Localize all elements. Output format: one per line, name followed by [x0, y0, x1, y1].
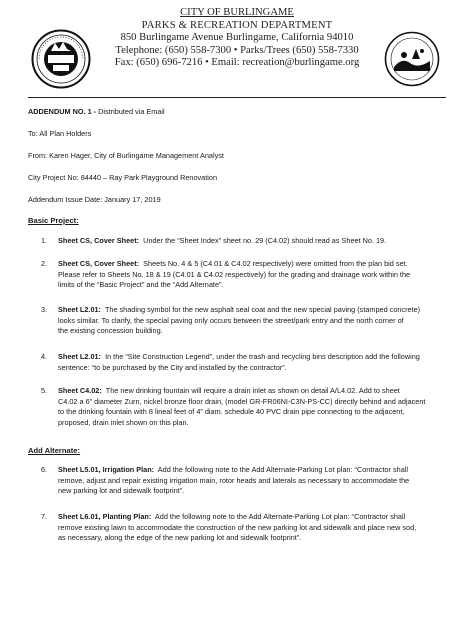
item-sheet-ref: Sheet L5.01, Irrigation Plan: — [58, 465, 155, 474]
item-number: 6. — [41, 465, 48, 474]
item-number: 4. — [41, 352, 48, 361]
item-line: Under the “Sheet Index” sheet no. 29 (C4.02) should read as Sheet No. 19. — [143, 236, 387, 245]
item-line: proposed, drain inlet shown on this plan. — [58, 417, 189, 427]
item-line: sentence: “to be purchased by the City and installed by the contractor”. — [58, 362, 287, 372]
item-line: remove existing lawn to accommodate the construction of the new parking lot and sidewalk and place new sod, — [58, 522, 417, 532]
item-sheet-ref: Sheet CS, Cover Sheet: — [58, 236, 140, 245]
item-line: Please refer to Sheets No. 18 & 19 (C4.01 & C4.02 respectively) for the grading and drainage work within the — [58, 269, 411, 279]
item-sheet-ref: Sheet L2.01: — [58, 305, 101, 314]
item-number: 5. — [41, 386, 48, 395]
item-line: remove, adjust and repair existing irrigation main, rotor heads and laterals as necessary to accommodate the — [58, 475, 410, 485]
item-line: to the drinking fountain with 8 lineal feet of 4” diam. schedule 40 PVC drain pipe connecting to the adjacent, — [58, 407, 405, 416]
item-line: In the “Site Construction Legend”, under the trash and recycling bins description add the following — [105, 352, 420, 361]
issue-date-line: Addendum Issue Date: January 17, 2019 — [28, 195, 161, 204]
item-sheet-ref: Sheet C4.02: — [58, 386, 102, 395]
letterhead-divider — [28, 97, 446, 98]
item-line: the existing concession building. — [58, 326, 163, 335]
telephone-line: Telephone: (650) 558-7300 • Parks/Trees (650) 558-7330 — [115, 44, 359, 56]
item-text — [58, 465, 446, 497]
item-text — [58, 259, 446, 291]
addendum-label: ADDENDUM NO. 1 - — [28, 107, 99, 116]
item-sheet-ref: Sheet CS, Cover Sheet: — [58, 259, 140, 268]
item-line: Add the following note to the Add Alternate-Parking Lot plan: “Contractor shall — [157, 465, 409, 474]
item-line: Sheets No. 4 & 5 (C4.01 & C4.02 respectively) were omitted from the plan bid set. — [143, 259, 408, 268]
item-line: The shading symbol for the new asphalt seal coat and the new special paving (stamped concrete) — [104, 305, 421, 314]
city-seal-logo — [31, 29, 91, 89]
item-line: as necessary, along the edge of the new parking lot and sidewalk footprint”. — [58, 533, 302, 542]
item-text — [58, 352, 446, 373]
city-name: CITY OF BURLINGAME — [180, 7, 294, 18]
addendum-note: Distributed via Email — [98, 107, 165, 116]
project-line: City Project No: 84440 – Ray Park Playground Renovation — [28, 173, 218, 182]
item-text — [58, 386, 446, 428]
item-sheet-ref: Sheet L6.01, Planting Plan: — [58, 512, 152, 521]
addendum-title-line — [28, 107, 165, 117]
item-number: 1. — [41, 236, 48, 245]
item-number: 7. — [41, 512, 48, 521]
fax-email-line: Fax: (650) 696-7216 • Email: recreation@burlingame.org — [114, 57, 360, 69]
item-number: 2. — [41, 259, 48, 268]
item-line: looks similar. To clarify, the special paving only occurs between the street/park entry and the north corner of — [58, 315, 404, 325]
item-line: limits of the “Basic Project” and the “Add Alternate”. — [58, 280, 224, 289]
from-line: From: Karen Hager, City of Burlingame Management Analyst — [28, 151, 224, 160]
item-line: new parking lot and sidewalk footprint”. — [58, 486, 185, 495]
parks-rec-logo — [384, 31, 440, 87]
item-number: 3. — [41, 305, 48, 314]
department-name: PARKS & RECREATION DEPARTMENT — [141, 19, 333, 31]
item-text — [58, 236, 446, 247]
item-sheet-ref: Sheet L2.01: — [58, 352, 101, 361]
item-text — [58, 512, 446, 544]
basic-project-heading: Basic Project: — [28, 216, 79, 225]
add-alternate-heading: Add Alternate: — [28, 446, 81, 455]
item-line: C4.02 a 6” diameter Zurn, nickel bronze floor drain, (model GR-FR06NI-C3N-PS-CC) directly behind and adjacent — [58, 396, 426, 406]
to-line: To: All Plan Holders — [28, 129, 92, 138]
item-line: Add the following note to the Add Alternate-Parking Lot plan: “Contractor shall — [154, 512, 406, 521]
department-address: 850 Burlingame Avenue Burlingame, California 94010 — [120, 32, 354, 44]
letterhead — [0, 0, 474, 96]
letterhead-text — [100, 7, 374, 70]
item-text — [58, 305, 446, 337]
item-line: The new drinking fountain will require a drain inlet as shown on detail A/L4.02. Add to sheet — [105, 386, 400, 395]
